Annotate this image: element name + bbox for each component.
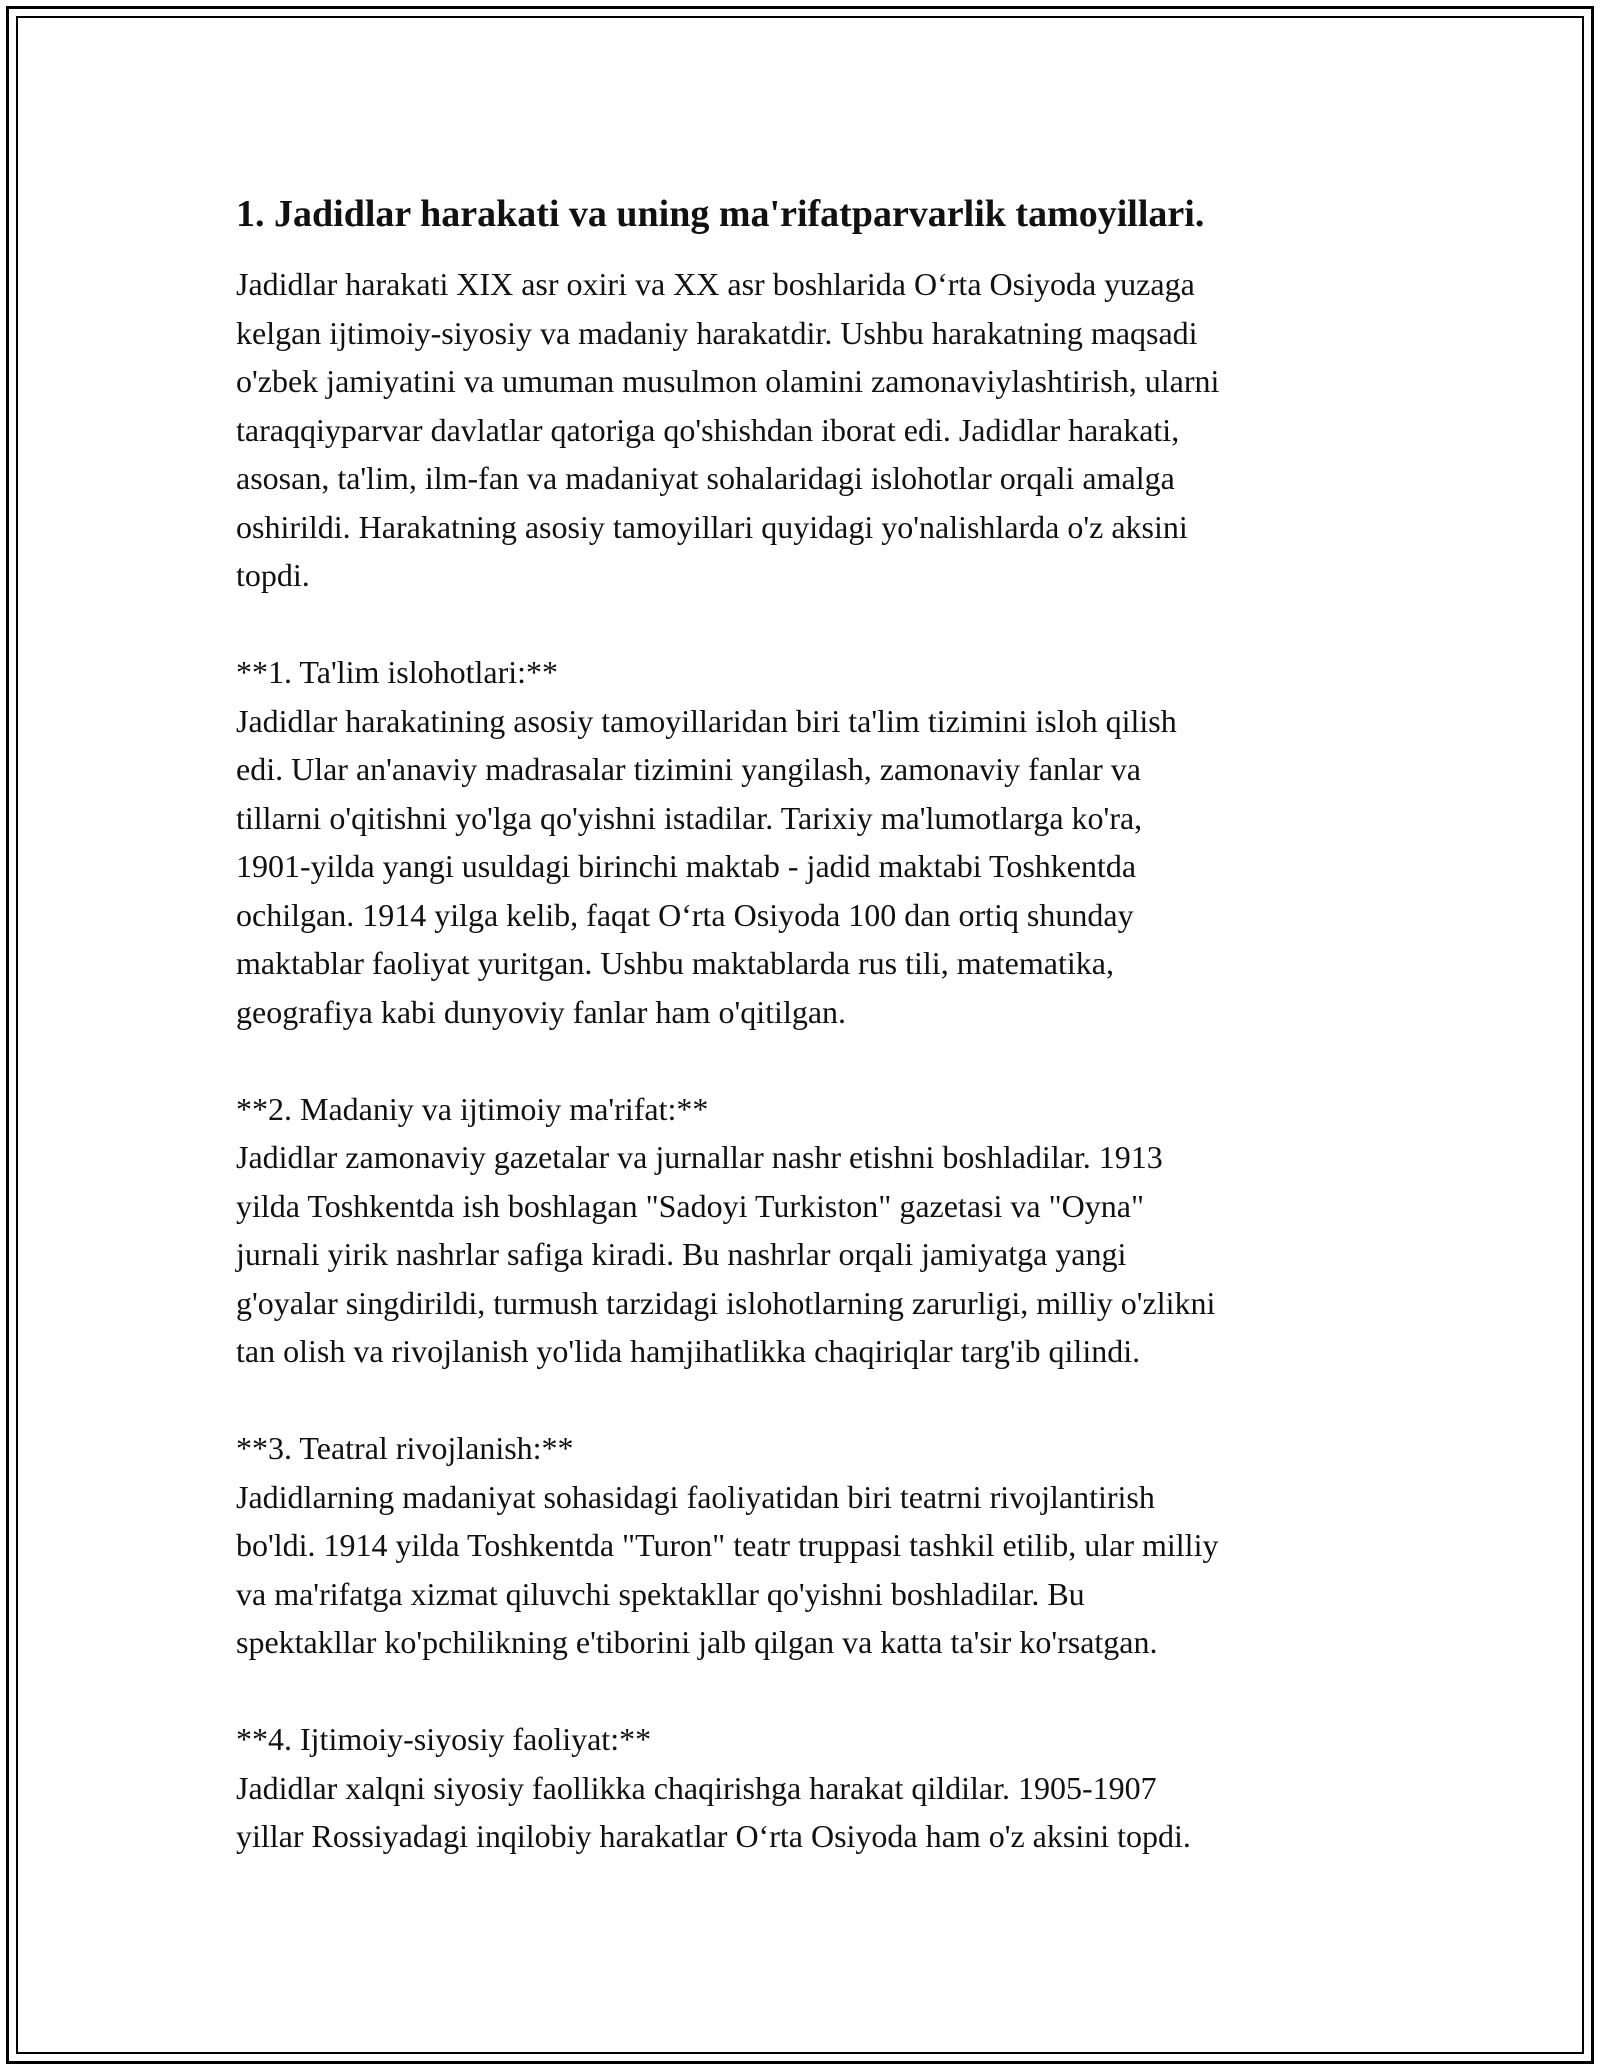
section-heading: **4. Ijtimoiy-siyosiy faoliyat:** [236,1721,652,1757]
document-title: 1. Jadidlar harakati va uning ma'rifatparvarlik tamoyillari. [236,193,1205,235]
section-heading: **2. Madaniy va ijtimoiy ma'rifat:** [236,1090,709,1127]
document-body [236,188,1376,1861]
section-ijtimoiy-siyosiy-faoliyat [236,1715,1376,1861]
section-body: Jadidlarning madaniyat sohasidagi faoliyatidan biri teatrni rivojlantirish bo'ldi. 1914 yilda Toshkentda "Turon" teatr truppasi tashkil etilib, ular milliy va ma'rifatga xizmat qiluvchi spektakllar qo'yishni boshladilar. Bu spektakllar ko'pchilikning e'tiborini jalb qilgan va katta ta'sir ko'rsatgan. [236,1478,1219,1660]
intro-paragraph: Jadidlar harakati XIX asr oxiri va XX asr boshlarida O‘rta Osiyoda yuzaga kelgan ijtimoiy-siyosiy va madaniy harakatdir. Ushbu harakatning maqsadi o'zbek jamiyatini va umuman musulmon olamini zamonaviylashtirish, ularni taraqqiyparvar davlatlar qatoriga qo'shishdan iborat edi. Jadidlar harakati, asosan, ta'lim, ilm-fan va madaniyat sohalaridagi islohotlar orqali amalga oshirildi. Harakatning asosiy tamoyillari quyidagi yo'nalishlarda o'z aksini topdi. [236,266,1220,593]
section-teatral-rivojlanish [236,1424,1376,1667]
section-body: Jadidlar xalqni siyosiy faollikka chaqirishga harakat qildilar. 1905-1907 yillar Rossiyadagi inqilobiy harakatlar O‘rta Osiyoda ham o'z aksini topdi. [236,1769,1191,1854]
section-body: Jadidlar harakatining asosiy tamoyillaridan biri ta'lim tizimini isloh qilish edi. Ular an'anaviy madrasalar tizimini yangilash, zamonaviy fanlar va tillarni o'qitishni yo'lga qo'yishni istadilar. Tarixiy ma'lumotlarga ko'ra, 1901-yilda yangi usuldagi birinchi maktab - jadid maktabi Toshkentda ochilgan. 1914 yilga kelib, faqat O‘rta Osiyoda 100 dan ortiq shunday maktablar faoliyat yuritgan. Ushbu maktablarda rus tili, matematika, geografiya kabi dunyoviy fanlar ham o'qitilgan. [236,702,1177,1030]
section-heading: **1. Ta'lim islohotlari:** [236,654,559,690]
section-talim-islohotlari [236,648,1376,1036]
section-body: Jadidlar zamonaviy gazetalar va jurnallar nashr etishni boshladilar. 1913 yilda Toshkentda ish boshlagan "Sadoyi Turkiston" gazetasi va "Oyna" jurnali yirik nashrlar safiga kiradi. Bu nashrlar orqali jamiyatga yangi g'oyalar singdirildi, turmush tarzidagi islohotlarning zarurligi, milliy o'zlikni tan olish va rivojlanish yo'lida hamjihatlikka chaqiriqlar targ'ib qilindi. [236,1139,1216,1369]
section-heading: **3. Teatral rivojlanish:** [236,1430,574,1466]
section-madaniy-marifat [236,1085,1376,1376]
